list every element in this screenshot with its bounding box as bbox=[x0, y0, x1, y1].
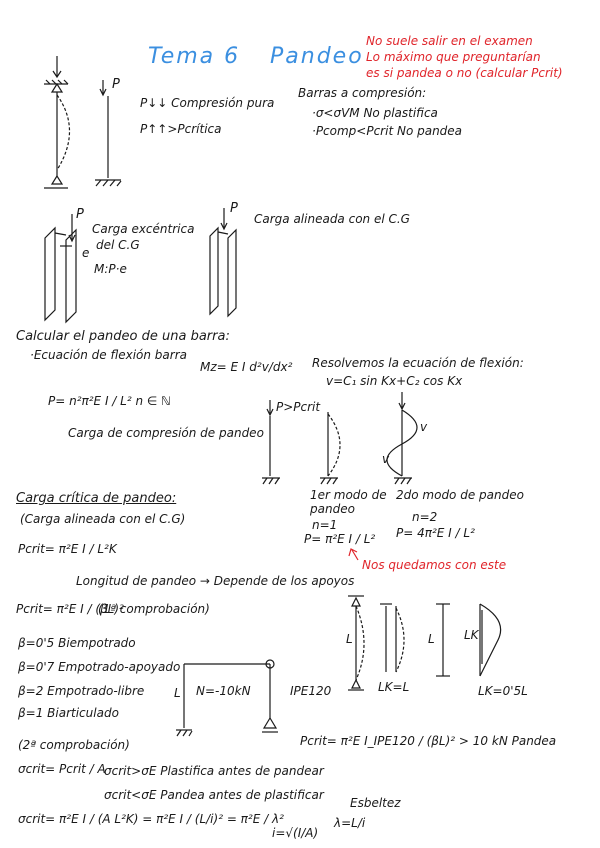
gyration-radius: i=√(I/A) bbox=[272, 826, 319, 840]
pcrit-beta-formula: Pcrit= π²E I / (βL)² bbox=[16, 602, 124, 616]
carga-compresion: Carga de compresión de pandeo bbox=[68, 426, 264, 440]
bars-compression: Barras a compresión: bbox=[298, 86, 427, 100]
bc-lk-label: LK bbox=[464, 628, 479, 642]
p2-formula: P= 4π²E I / L² bbox=[396, 526, 475, 540]
p-gt-pcrit-label: P>Pcrit bbox=[276, 400, 321, 414]
flexion-bullet: ·Ecuación de flexión barra bbox=[30, 348, 187, 362]
section3-sub: (Carga alineada con el C.G) bbox=[20, 512, 186, 526]
p1-formula: P= π²E I / L² bbox=[304, 532, 376, 546]
column-p-label: P bbox=[112, 77, 120, 92]
first-mode-label: 1er modo de pandeo bbox=[310, 488, 387, 516]
lambda-formula: λ=L/i bbox=[334, 816, 366, 830]
aligned-p-label: P bbox=[230, 201, 238, 216]
beta-biarticulado: β=1 Biarticulado bbox=[18, 706, 119, 720]
beta-empotrado-apoyado: β=0'7 Empotrado-apoyado bbox=[18, 660, 181, 674]
section3-heading: Carga crítica de pandeo: bbox=[16, 491, 177, 506]
v-label-right: v bbox=[420, 420, 428, 434]
tema-number: Tema 6 bbox=[148, 44, 241, 69]
bc-length-1: L bbox=[346, 632, 353, 646]
eccentric-label-1: Carga excéntrica bbox=[92, 222, 195, 236]
red-note-line-3: es si pandea o no (calcular Pcrit) bbox=[366, 66, 563, 80]
sigma-euler-formula: σcrit= π²E I / (A L²K) = π²E I / (L/i)² = π²E / λ² bbox=[18, 812, 284, 826]
no-plastify: ·σ<σVM No plastifica bbox=[312, 106, 438, 120]
ipe-profile: IPE120 bbox=[290, 684, 332, 698]
sigma-crit-formula: σcrit= Pcrit / A bbox=[18, 762, 106, 776]
buckle-first: σcrit<σE Pandea antes de plastificar bbox=[104, 788, 324, 802]
beta-empotrado-libre: β=2 Empotrado-libre bbox=[18, 684, 145, 698]
slenderness-label: Esbeltez bbox=[350, 796, 401, 810]
moment-eq: M:P·e bbox=[94, 262, 127, 276]
bc-lk-equals-l: LK=L bbox=[378, 680, 410, 694]
second-mode-label: 2do modo de pandeo bbox=[396, 488, 524, 502]
n1-label: n=1 bbox=[312, 518, 338, 532]
mz-equation: Mz= E I d²v/dx² bbox=[200, 360, 293, 374]
aligned-label: Carga alineada con el C.G bbox=[254, 212, 410, 226]
pure-compression: P↓↓ Compresión pura bbox=[140, 96, 275, 110]
no-buckle: ·Pcomp<Pcrit No pandea bbox=[312, 124, 463, 138]
red-note-line-2: Lo máximo que preguntarían bbox=[366, 50, 541, 64]
page-title: Pandeo bbox=[270, 44, 364, 69]
eccentric-e-label: e bbox=[82, 246, 90, 260]
n2-label: n=2 bbox=[412, 510, 438, 524]
p-modes-formula: P= n²π²E I / L² n ∈ ℕ bbox=[48, 394, 171, 408]
beta-biempotrado: β=0'5 Biempotrado bbox=[18, 636, 136, 650]
keep-this-note: Nos quedamos con este bbox=[362, 558, 507, 572]
bc-lk-half: LK=0'5L bbox=[478, 684, 528, 698]
p-greater-pcrit: P↑↑>Pcrítica bbox=[140, 122, 222, 136]
lk-note: Longitud de pandeo → Depende de los apoyos bbox=[76, 574, 355, 588]
flexion-solution: v=C₁ sin Kx+C₂ cos Kx bbox=[326, 374, 463, 388]
frame-axial-load: N=-10kN bbox=[196, 684, 251, 698]
eccentric-label-2: del C.G bbox=[96, 238, 140, 252]
solve-flexion: Resolvemos la ecuación de flexión: bbox=[312, 356, 524, 370]
section2-heading: Calcular el pandeo de una barra: bbox=[16, 329, 230, 344]
v-label-left: v bbox=[382, 452, 390, 466]
first-check: (1ª comprobación) bbox=[98, 602, 210, 616]
bc-length-2: L bbox=[428, 632, 435, 646]
second-check: (2ª comprobación) bbox=[18, 738, 130, 752]
frame-length: L bbox=[174, 686, 181, 700]
eccentric-p-label: P bbox=[76, 207, 84, 222]
plastify-first: σcrit>σE Plastifica antes de pandear bbox=[104, 764, 324, 778]
pcrit-ipe-check: Pcrit= π²E I_IPE120 / (βL)² > 10 kN Pandea bbox=[300, 734, 557, 748]
pcrit-lk-formula: Pcrit= π²E I / L²K bbox=[18, 542, 117, 556]
red-note-line-1: No suele salir en el examen bbox=[366, 34, 533, 48]
